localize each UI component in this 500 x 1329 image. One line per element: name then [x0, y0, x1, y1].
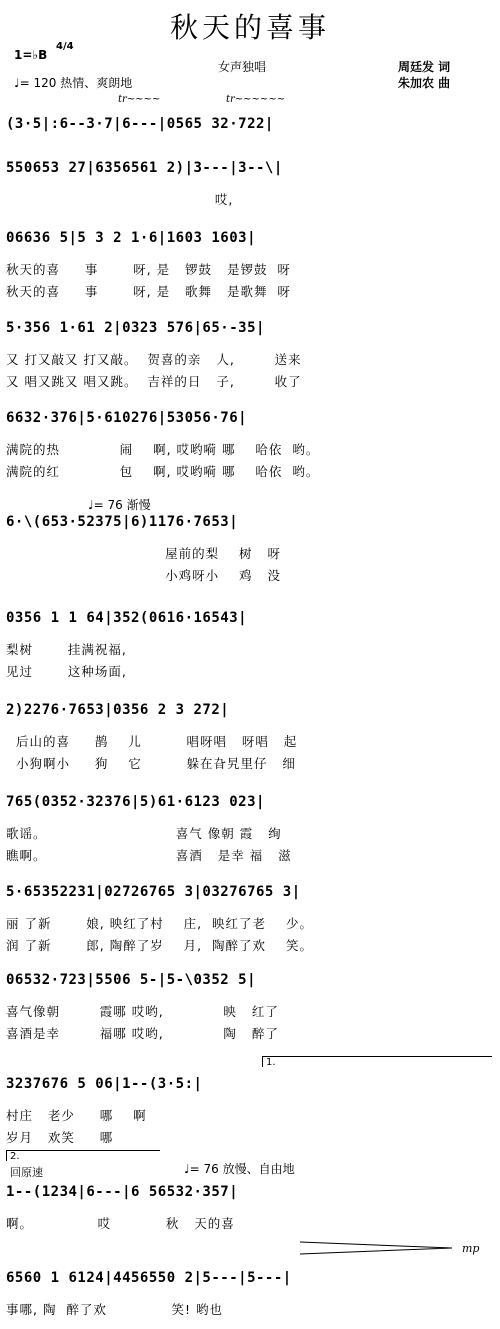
diminuendo-hairpin [300, 1240, 455, 1256]
lyric-line: 见过 这种场面, [6, 664, 127, 679]
trill-mark: tr~~~~~~ [226, 94, 286, 105]
lyric-line: 喜酒是幸 福哪 哎哟, 陶 醉了 [6, 1026, 279, 1041]
score-system [6, 794, 494, 866]
notation-line: 3237676 5 06|1--(3·5:| [6, 1076, 203, 1092]
score-system [6, 884, 494, 956]
lyric-line: 喜气像朝 霞哪 哎哟, 映 红了 [6, 1004, 279, 1019]
lyric-line: 秋天的喜 事 呀, 是 锣鼓 是锣鼓 呀 [6, 262, 291, 277]
score-system [6, 972, 494, 1044]
time-signature: 4/4 [56, 41, 74, 52]
tempo-marking: ♩= 120 热情、爽朗地 [14, 76, 133, 90]
lyric-line: 啊。 哎 秋 天的喜 [6, 1216, 235, 1231]
lyric-line: 小狗啊小 狗 它 躲在旮旯里仔 细 [6, 756, 296, 771]
volta-bracket-2: 2. [6, 1150, 160, 1161]
notation-line: 06636 5|5 3 2 1·6|1603 1603| [6, 230, 257, 246]
notation-line: 5·65352231|02726765 3|03276765 3| [6, 884, 301, 900]
score-system [6, 702, 494, 774]
score-system [6, 410, 494, 482]
tempo-change: ♩= 76 渐慢 [88, 498, 151, 512]
voice-type: 女声独唱 [218, 60, 267, 74]
lyric-line: 瞧啊。 喜酒 是幸 福 滋 [6, 848, 292, 863]
composer-credit: 朱加农 曲 [398, 76, 451, 90]
lyric-line: 又 打又敲又 打又敲。 贺喜的亲 人, 送来 [6, 352, 302, 367]
lyric-line: 村庄 老少 哪 啊 [6, 1108, 147, 1123]
notation-line: 6·\(653·52375|6)1176·7653| [6, 514, 239, 530]
lyric-line: 小鸡呀小 鸡 没 [6, 568, 281, 583]
tempo-return: 回原速 [10, 1166, 43, 1179]
score-system [6, 116, 494, 146]
score-system [6, 1270, 494, 1324]
score-system [6, 230, 494, 302]
score-system [6, 320, 494, 392]
key-signature: 1=♭B [14, 48, 48, 62]
notation-line: 765(0352·32376|5)61·6123 023| [6, 794, 265, 810]
notation-line: 6560 1 6124|4456550 2|5---|5---| [6, 1270, 292, 1286]
lyric-line: 又 唱又跳又 唱又跳。 吉祥的日 子, 收了 [6, 374, 302, 389]
score-system [6, 160, 494, 210]
notation-line: (3·5|:6--3·7|6---|0565 32·722| [6, 116, 274, 132]
notation-line: 06532·723|5506 5-|5-\0352 5| [6, 972, 257, 988]
lyric-line: 事哪, 陶 醉了欢 笑! 哟也 [6, 1302, 224, 1317]
volta-bracket-1: 1. [262, 1056, 492, 1067]
score-system [6, 1184, 494, 1234]
score-system [6, 1076, 494, 1148]
lyric-line: 屋前的梨 树 呀 [6, 546, 281, 561]
lyric-line: 秋天的喜 事 呀, 是 歌舞 是歌舞 呀 [6, 284, 291, 299]
dynamic-mark: mp [462, 1242, 480, 1255]
lyric-line: 满院的热 闹 啊, 哎哟嗬 哪 哈依 哟。 [6, 442, 320, 457]
lyric-line: 润 了新 郎, 陶醉了岁 月, 陶醉了欢 笑。 [6, 938, 313, 953]
notation-line: 2)2276·7653|0356 2 3 272| [6, 702, 230, 718]
notation-line: 5·356 1·61 2|0323 576|65·-35| [6, 320, 265, 336]
score-system [6, 514, 494, 586]
lyric-line: 歌谣。 喜气 像朝 霞 绚 [6, 826, 282, 841]
lyric-line: 岁月 欢笑 哪 [6, 1130, 114, 1145]
notation-line: 0356 1 1 64|352(0616·16543| [6, 610, 248, 626]
lyric-line: 哎, [6, 192, 234, 207]
lyric-line: 满院的红 包 啊, 哎哟嗬 哪 哈依 哟。 [6, 464, 320, 479]
notation-line: 1--(1234|6---|6 56532·357| [6, 1184, 239, 1200]
notation-line: 6632·376|5·610276|53056·76| [6, 410, 248, 426]
lyricist-credit: 周廷发 词 [398, 60, 451, 74]
lyric-line: 丽 了新 娘, 映红了村 庄, 映红了老 少。 [6, 916, 313, 931]
lyric-line: 后山的喜 鹊 儿 唱呀唱 呀唱 起 [6, 734, 298, 749]
song-title: 秋天的喜事 [169, 11, 330, 44]
tempo-change: ♩= 76 放慢、自由地 [184, 1162, 295, 1176]
score-system [6, 610, 494, 682]
lyric-line: 梨树 挂满祝福, [6, 642, 127, 657]
trill-mark: tr~~~~ [118, 94, 161, 105]
notation-line: 550653 27|6356561 2)|3---|3--\| [6, 160, 283, 176]
